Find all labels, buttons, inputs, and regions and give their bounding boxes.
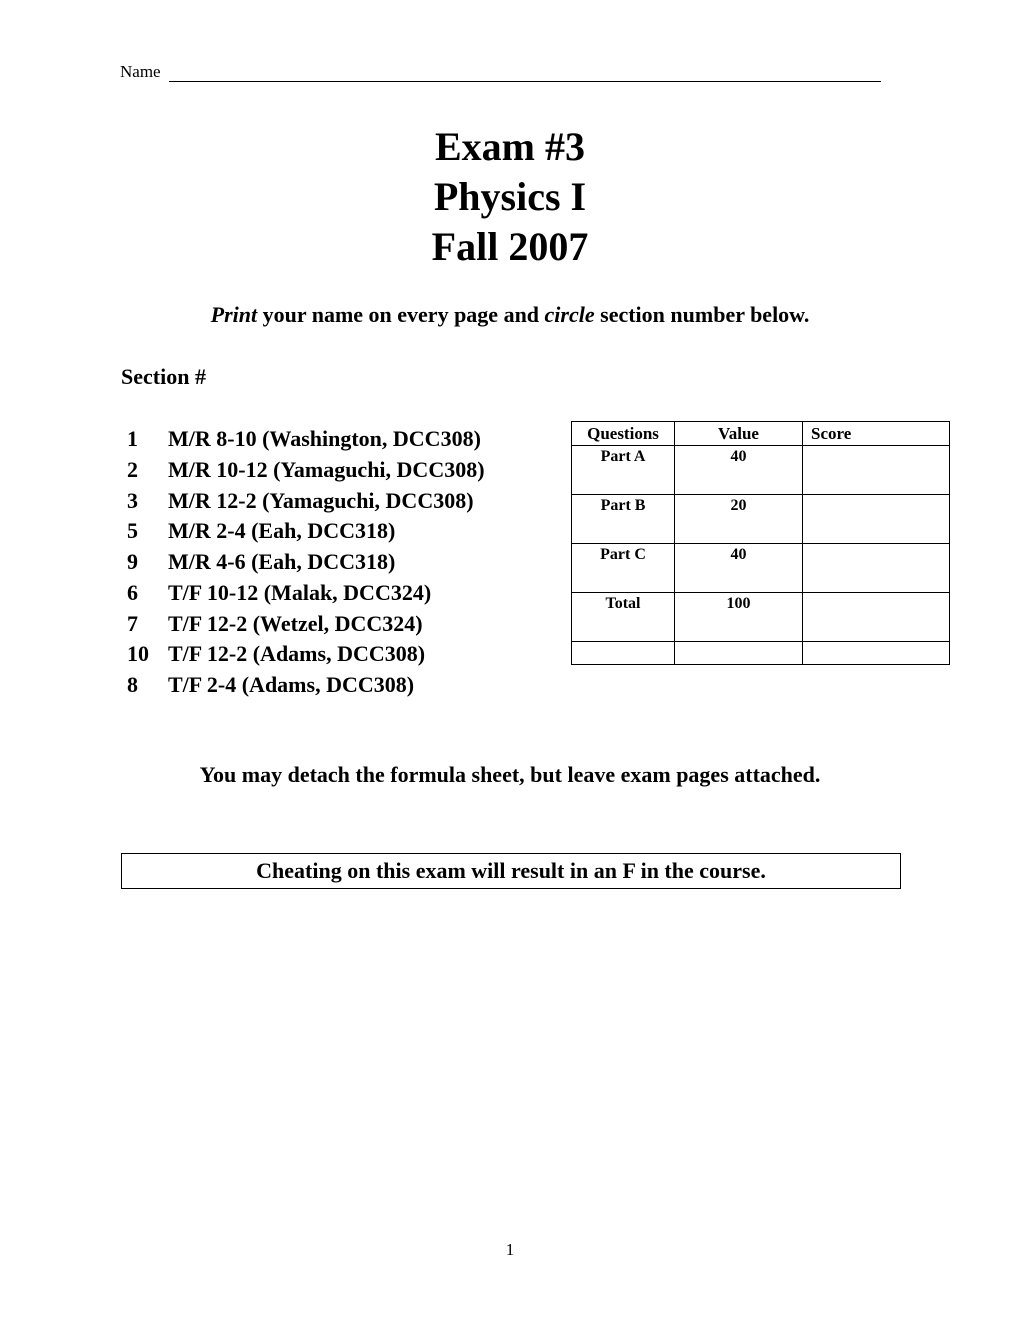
table-row [572, 593, 950, 642]
question-cell: Part A [572, 446, 675, 495]
section-item[interactable] [127, 516, 485, 547]
score-cell[interactable] [803, 544, 950, 593]
section-desc: M/R 12-2 (Yamaguchi, DCC308) [168, 487, 474, 513]
section-item[interactable] [127, 486, 485, 517]
section-number[interactable]: 5 [127, 518, 138, 544]
instructions [0, 302, 1020, 328]
section-number[interactable]: 8 [127, 672, 138, 697]
section-desc: M/R 10-12 (Yamaguchi, DCC308) [168, 456, 485, 482]
table-empty-row [572, 642, 950, 665]
table-row [572, 495, 950, 544]
section-number[interactable]: 9 [127, 549, 138, 574]
name-line [120, 62, 881, 82]
section-desc: T/F 2-4 (Adams, DCC308) [168, 672, 415, 697]
question-cell: Part C [572, 544, 675, 593]
section-desc: T/F 12-2 (Adams, DCC308) [168, 641, 426, 667]
table-header-row [572, 422, 950, 446]
header-score: Score [803, 422, 950, 446]
section-desc: T/F 10-12 (Malak, DCC324) [168, 579, 432, 605]
score-cell[interactable] [803, 593, 950, 642]
question-cell: Part B [572, 495, 675, 544]
cheating-warning: Cheating on this exam will result in an F in the course. [121, 853, 901, 889]
name-label: Name [120, 62, 161, 81]
table-row [572, 544, 950, 593]
value-cell: 40 [675, 446, 803, 495]
course-title: Physics I [433, 174, 587, 219]
instr-print: Print [210, 302, 258, 327]
header-value: Value [675, 422, 803, 446]
section-item[interactable] [127, 639, 485, 670]
section-list [127, 424, 485, 701]
section-number[interactable]: 2 [127, 456, 138, 482]
section-item[interactable] [127, 547, 485, 578]
value-cell: 100 [675, 593, 803, 642]
question-cell: Total [572, 593, 675, 642]
header-questions: Questions [572, 422, 675, 446]
section-item[interactable] [127, 424, 485, 455]
exam-title: Exam #3 [435, 124, 585, 169]
section-item[interactable] [127, 455, 485, 486]
instr-circle: circle [544, 302, 595, 327]
value-cell: 20 [675, 495, 803, 544]
score-table [571, 421, 950, 665]
section-number[interactable]: 6 [127, 579, 138, 605]
section-number[interactable]: 10 [127, 641, 149, 667]
detach-note: You may detach the formula sheet, but leave exam pages attached. [199, 762, 821, 787]
instr-mid: your name on every page and [257, 302, 545, 327]
section-number[interactable]: 1 [127, 426, 138, 451]
table-row [572, 446, 950, 495]
term-title: Fall 2007 [431, 224, 589, 269]
empty-cell[interactable] [803, 642, 950, 665]
score-cell[interactable] [803, 446, 950, 495]
section-number[interactable]: 7 [127, 610, 138, 636]
value-cell: 40 [675, 544, 803, 593]
section-desc: T/F 12-2 (Wetzel, DCC324) [168, 610, 423, 636]
section-label: Section # [121, 364, 206, 389]
section-desc: M/R 8-10 (Washington, DCC308) [168, 426, 481, 451]
score-cell[interactable] [803, 495, 950, 544]
section-number[interactable]: 3 [127, 487, 138, 513]
section-item[interactable] [127, 609, 485, 640]
empty-cell [675, 642, 803, 665]
empty-cell [572, 642, 675, 665]
instr-end: section number below. [594, 302, 810, 327]
section-item[interactable] [127, 578, 485, 609]
page-number: 1 [505, 1240, 515, 1259]
section-desc: M/R 2-4 (Eah, DCC318) [168, 518, 396, 544]
name-blank[interactable] [169, 63, 881, 82]
section-item[interactable] [127, 670, 485, 701]
section-desc: M/R 4-6 (Eah, DCC318) [168, 549, 396, 574]
